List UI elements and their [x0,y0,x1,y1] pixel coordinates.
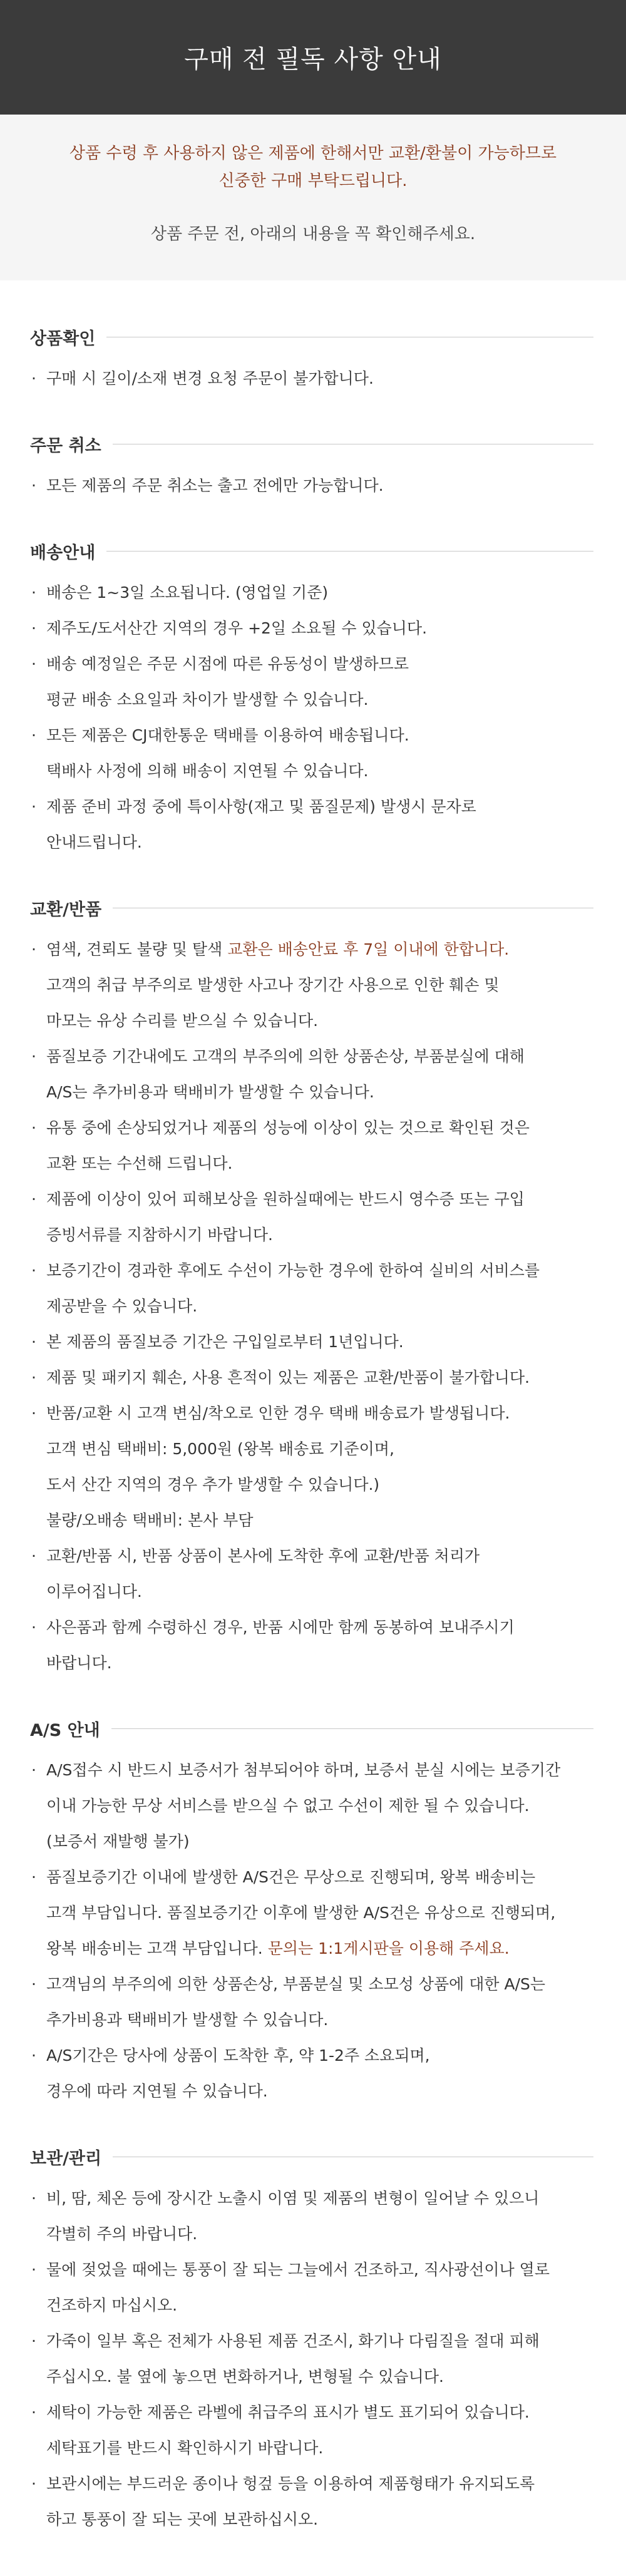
item-line: 주십시오. 불 옆에 놓으면 변화하거나, 변형될 수 있습니다. [46,2368,444,2386]
list-item [30,1253,593,1324]
item-line: · 품질보증 기간내에도 고객의 부주의에 의한 상품손상, 부품분실에 대해 [46,1047,525,1065]
list-item [30,1360,593,1395]
list-item [30,2180,593,2252]
item-line: 제공받을 수 있습니다. [46,1297,198,1315]
item-line: 마모는 유상 수리를 받으실 수 있습니다. [46,1012,319,1030]
item-line: 안내드립니다. [46,833,142,851]
section-title: 주문 취소 [30,436,101,456]
highlight-text: 문의는 1:1게시판을 이용해 주세요. [267,1939,510,1958]
section-5 [30,2144,593,2537]
item-line: 택배사 사정에 의해 배송이 지연될 수 있습니다. [46,762,369,780]
section-list [30,2180,593,2537]
item-line: · 모든 제품은 CJ대한통운 택배를 이용하여 배송됩니다. [46,726,409,744]
list-item [30,646,593,717]
section-header [30,431,593,456]
item-line: · 반품/교환 시 고객 변심/착오로 인한 경우 택배 배송료가 발생됩니다. [46,1404,510,1422]
list-item [30,2394,593,2466]
item-line: 이루어집니다. [46,1583,142,1601]
item-line [46,1931,593,1966]
list-item [30,789,593,860]
section-header [30,538,593,563]
item-line: · 제품 준비 과정 중에 특이사항(재고 및 품질문제) 발생시 문자로 [46,798,476,816]
item-line: 고객 변심 택배비: 5,000원 (왕복 배송료 기준이며, [46,1440,394,1458]
section-1 [30,431,593,503]
section-list [30,931,593,1681]
list-item [30,1752,593,1859]
item-line: 고객 부담입니다. 품질보증기간 이후에 발생한 A/S건은 유상으로 진행되며, [46,1904,556,1922]
item-line: 추가비용과 택배비가 발생할 수 있습니다. [46,2011,329,2029]
item-line [46,931,593,967]
item-line: · 세탁이 가능한 제품은 라벨에 취급주의 표시가 별도 표기되어 있습니다. [46,2403,530,2421]
page-header [0,0,626,115]
section-list [30,1752,593,2109]
list-item [30,1039,593,1110]
section-header [30,1716,593,1741]
section-0 [30,324,593,396]
item-line: · 모든 제품의 주문 취소는 출고 전에만 가능합니다. [46,476,384,495]
item-line: (보증서 재발행 불가) [46,1832,190,1850]
section-divider [111,1728,593,1729]
section-list [30,468,593,503]
section-2 [30,538,593,860]
item-line: 각별히 주의 바랍니다. [46,2225,198,2243]
list-item [30,717,593,789]
section-3 [30,895,593,1681]
page-title: 구매 전 필독 사항 안내 [184,45,442,74]
item-line: · 제품에 이상이 있어 피해보상을 원하실때에는 반드시 영수증 또는 구입 [46,1190,525,1208]
item-line: 불량/오배송 택배비: 본사 부담 [46,1511,254,1529]
list-item [30,2323,593,2394]
item-line: · 물에 젖었을 때에는 통풍이 잘 되는 그늘에서 건조하고, 직사광선이나 열로 [46,2260,550,2279]
item-line: · 본 제품의 품질보증 기간은 구입일로부터 1년입니다. [46,1333,404,1351]
item-line: A/S는 추가비용과 택배비가 발생할 수 있습니다. [46,1083,374,1101]
item-line: · 배송은 1~3일 소요됩니다. (영업일 기준) [46,583,329,602]
section-divider [106,551,593,552]
list-item [30,1859,593,1966]
section-title: 상품확인 [30,329,96,349]
item-line: 이내 가능한 무상 서비스를 받으실 수 없고 수선이 제한 될 수 있습니다. [46,1797,530,1815]
section-title: 교환/반품 [30,900,102,920]
list-item [30,1181,593,1253]
warning-text: 상품 수령 후 사용하지 않은 제품에 한해서만 교환/환불이 가능하므로 신중한 구매 부탁드립니다. [69,144,557,190]
item-line: 교환 또는 수선해 드립니다. [46,1154,233,1173]
list-item [30,2252,593,2323]
section-header [30,324,593,349]
item-line: · 구매 시 길이/소재 변경 요청 주문이 불가합니다. [46,369,374,387]
item-line: · 유통 중에 손상되었거나 제품의 성능에 이상이 있는 것으로 확인된 것은 [46,1119,530,1137]
item-line: · 제주도/도서산간 지역의 경우 +2일 소요될 수 있습니다. [46,619,428,637]
list-item [30,2466,593,2537]
item-line: · 사은품과 함께 수령하신 경우, 반품 시에만 함께 동봉하여 보내주시기 [46,1618,515,1636]
section-4 [30,1716,593,2109]
item-line: · 배송 예정일은 주문 시점에 따른 유동성이 발생하므로 [46,655,409,673]
item-line: 건조하지 마십시오. [46,2296,178,2314]
item-line: · 제품 및 패키지 훼손, 사용 흔적이 있는 제품은 교환/반품이 불가합니다. [46,1368,530,1387]
section-list [30,575,593,860]
section-title: A/S 안내 [30,1720,100,1740]
item-line: 증빙서류를 지참하시기 바랍니다. [46,1226,273,1244]
notice-subtext: 상품 주문 전, 아래의 내용을 꼭 확인해주세요. [150,225,476,244]
list-item [30,1538,593,1609]
item-line: · 품질보증기간 이내에 발생한 A/S건은 무상으로 진행되며, 왕복 배송비는 [46,1868,536,1886]
list-item [30,575,593,610]
item-line: 세탁표기를 반드시 확인하시기 바랍니다. [46,2439,324,2457]
item-line: 하고 통풍이 잘 되는 곳에 보관하십시오. [46,2510,319,2528]
guide-content [0,280,626,2537]
item-line: · 교환/반품 시, 반품 상품이 본사에 도착한 후에 교환/반품 처리가 [46,1547,480,1565]
list-item [30,1966,593,2038]
section-header [30,2144,593,2169]
list-item [30,2038,593,2109]
item-line: 경우에 따라 지연될 수 있습니다. [46,2082,268,2100]
list-item [30,1110,593,1181]
notice-box [0,115,626,280]
item-line: · 보관시에는 부드러운 종이나 헝겊 등을 이용하여 제품형태가 유지되도록 [46,2475,535,2493]
section-title: 보관/관리 [30,2148,102,2168]
section-list [30,361,593,396]
item-text: 염색, 견뢰도 불량 및 탈색 [46,940,228,958]
section-header [30,895,593,920]
item-line: · 보증기간이 경과한 후에도 수선이 가능한 경우에 한하여 실비의 서비스를 [46,1261,540,1280]
list-item [30,1395,593,1538]
list-item [30,610,593,646]
item-line: 평균 배송 소요일과 차이가 발생할 수 있습니다. [46,690,369,709]
list-item [30,1609,593,1681]
list-item [30,361,593,396]
item-line: 바랍니다. [46,1654,112,1672]
item-line: · 비, 땀, 체온 등에 장시간 노출시 이염 및 제품의 변형이 일어날 수 있으니 [46,2189,540,2207]
section-title: 배송안내 [30,543,96,563]
list-item [30,468,593,503]
list-item [30,1324,593,1360]
highlight-text: 교환은 배송안료 후 7일 이내에 한합니다. [227,940,510,958]
item-line: 도서 산간 지역의 경우 추가 발생할 수 있습니다.) [46,1475,380,1494]
item-line: 고객의 취급 부주의로 발생한 사고나 장기간 사용으로 인한 훼손 및 [46,976,500,994]
item-line: · 가죽이 일부 혹은 전체가 사용된 제품 건조시, 화기나 다림질을 절대 피해 [46,2332,540,2350]
item-line: · 고객님의 부주의에 의한 상품손상, 부품분실 및 소모성 상품에 대한 A/S는 [46,1975,546,1993]
item-line: · A/S접수 시 반드시 보증서가 첨부되어야 하며, 보증서 분실 시에는 보증기간 [46,1761,561,1779]
list-item [30,931,593,1039]
item-text: 왕복 배송비는 고객 부담입니다. [46,1939,268,1958]
item-line: · A/S기간은 당사에 상품이 도착한 후, 약 1-2주 소요되며, [46,2046,430,2065]
